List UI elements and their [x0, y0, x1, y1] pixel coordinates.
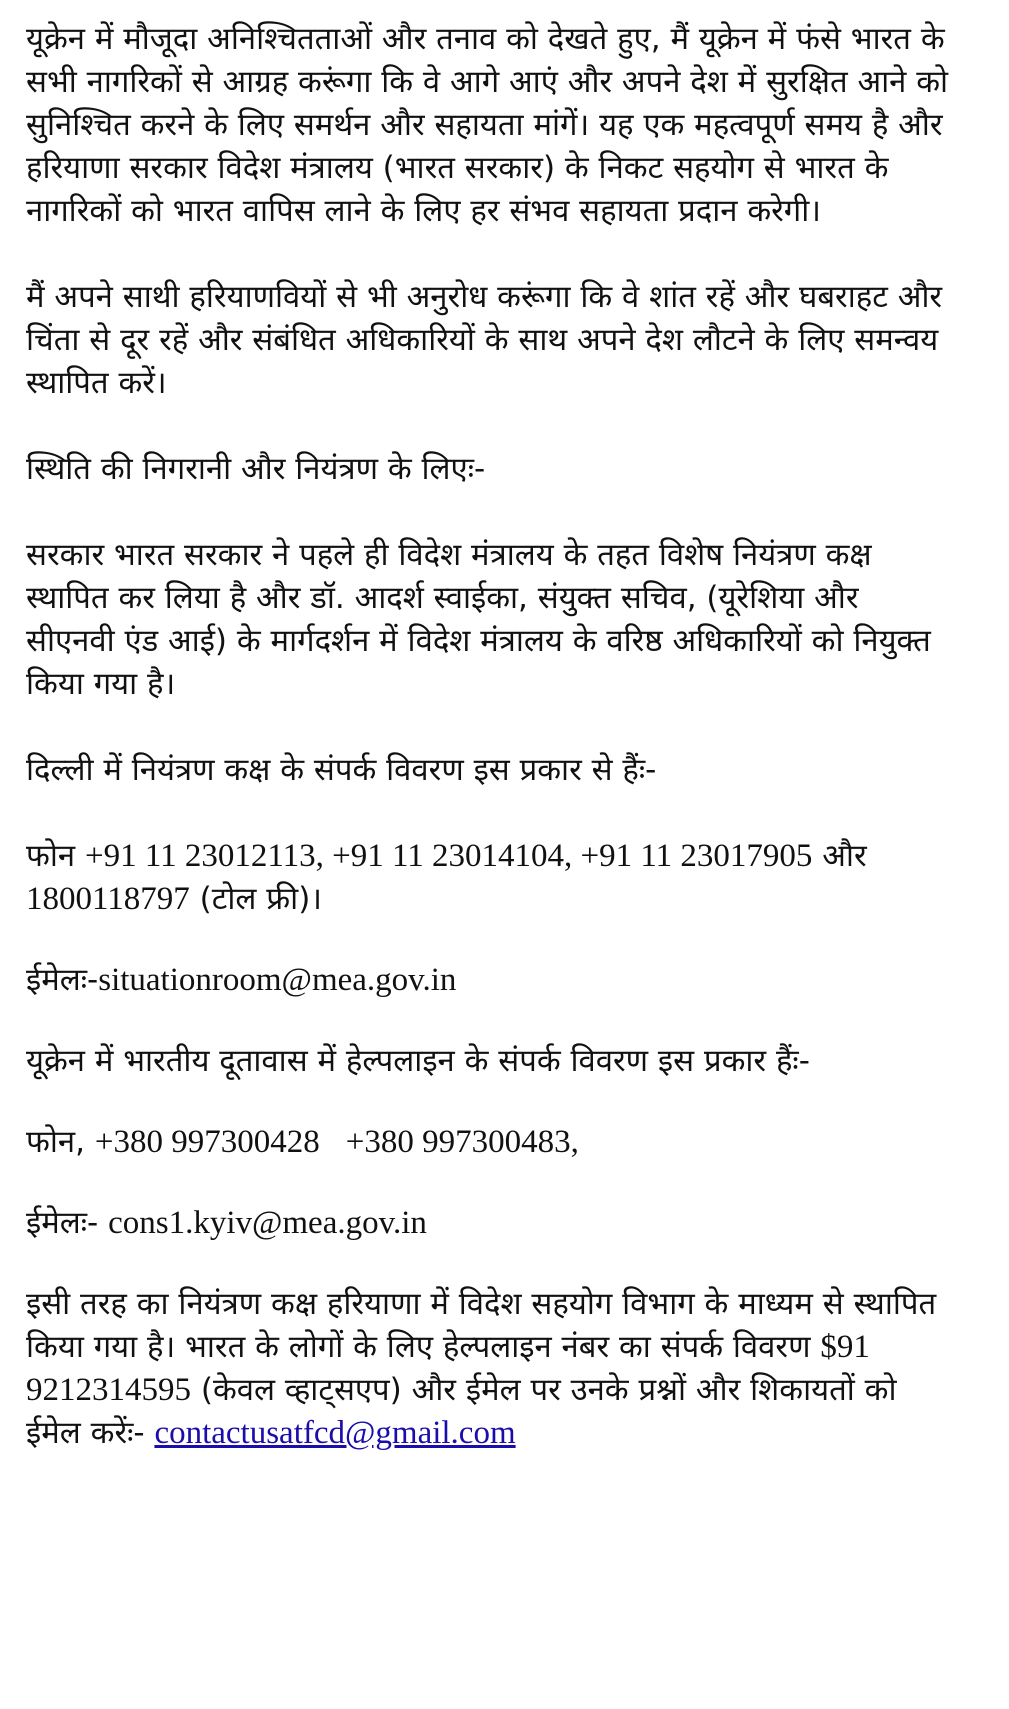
delhi-and-word: और — [822, 838, 867, 874]
paragraph-haryana-control-room — [26, 1283, 949, 1455]
paragraph-monitoring-heading: स्थिति की निगरानी और नियंत्रण के लिएः- — [26, 451, 486, 487]
delhi-phone-label: फोन — [26, 838, 76, 874]
ukraine-phone-2: +380 997300483, — [345, 1124, 579, 1160]
paragraph-request-calm: मैं अपने साथी हरियाणवियों से भी अनुरोध करूंगा कि वे शांत रहें और घबराहट और चिंता से दूर रहें और संबंधित अधिकारियों के साथ अपने देश लौटने के लिए समन्वय स्थापित करें। — [26, 279, 943, 401]
ukraine-email-label: ईमेलः- — [26, 1205, 99, 1241]
ukraine-email: cons1.kyiv@mea.gov.in — [108, 1205, 427, 1241]
paragraph-appeal: यूक्रेन में मौजूदा अनिश्चितताओं और तनाव को देखते हुए, मैं यूक्रेन में फंसे भारत के सभी नागरिकों से आग्रह करूंगा कि वे आगे आएं और अपने देश में सुरक्षित आने को सुनिश्चित करने के लिए समर्थन और सहायता मांगें। यह एक महत्वपूर्ण समय है और हरियाणा सरकार विदेश मंत्रालय (भारत सरकार) के निकट सहयोग से भारत के नागरिकों को भारत वापिस लाने के लिए हर संभव सहायता प्रदान करेगी। — [26, 21, 949, 229]
delhi-email: situationroom@mea.gov.in — [98, 962, 457, 998]
ukraine-phone-1: +380 997300428 — [94, 1124, 320, 1160]
haryana-helpline-number: $91 9212314595 — [26, 1329, 870, 1408]
delhi-toll-free-number: 1800118797 — [26, 881, 190, 917]
haryana-email-link[interactable]: contactusatfcd@gmail.com — [154, 1415, 516, 1451]
delhi-phone-line — [26, 835, 949, 921]
ukraine-email-line — [26, 1202, 949, 1245]
delhi-email-label: ईमेलः- — [26, 962, 99, 998]
delhi-email-line — [26, 959, 949, 1002]
ukraine-phone-line — [26, 1121, 949, 1164]
ukraine-phone-label: फोन, — [26, 1124, 85, 1160]
haryana-text-after-number: (केवल व्हाट्सएप) और ईमेल पर उनके प्रश्नों और शिकायतों को ईमेल करेंः- — [26, 1372, 897, 1451]
haryana-text-before-number: इसी तरह का नियंत्रण कक्ष हरियाणा में विदेश सहयोग विभाग के माध्यम से स्थापित किया गया है। भारत के लोगों के लिए हेल्पलाइन नंबर का संपर्क विवरण — [26, 1286, 937, 1365]
delhi-toll-free-note: (टोल फ्री)। — [199, 881, 323, 917]
paragraph-delhi-contacts-heading: दिल्ली में नियंत्रण कक्ष के संपर्क विवरण इस प्रकार से हैंः- — [26, 752, 657, 788]
ukraine-embassy-heading: यूक्रेन में भारतीय दूतावास में हेल्पलाइन के संपर्क विवरण इस प्रकार हैंः- — [26, 1043, 810, 1079]
paragraph-control-room: सरकार भारत सरकार ने पहले ही विदेश मंत्रालय के तहत विशेष नियंत्रण कक्ष स्थापित कर लिया है और डॉ. आदर्श स्वाईका, संयुक्त सचिव, (यूरेशिया और सीएनवी एंड आई) के मार्गदर्शन में विदेश मंत्रालय के वरिष्ठ अधिकारियों को नियुक्त किया गया है। — [26, 537, 931, 702]
delhi-phone-numbers: +91 11 23012113, +91 11 23014104, +91 11 23017905 — [85, 838, 813, 874]
